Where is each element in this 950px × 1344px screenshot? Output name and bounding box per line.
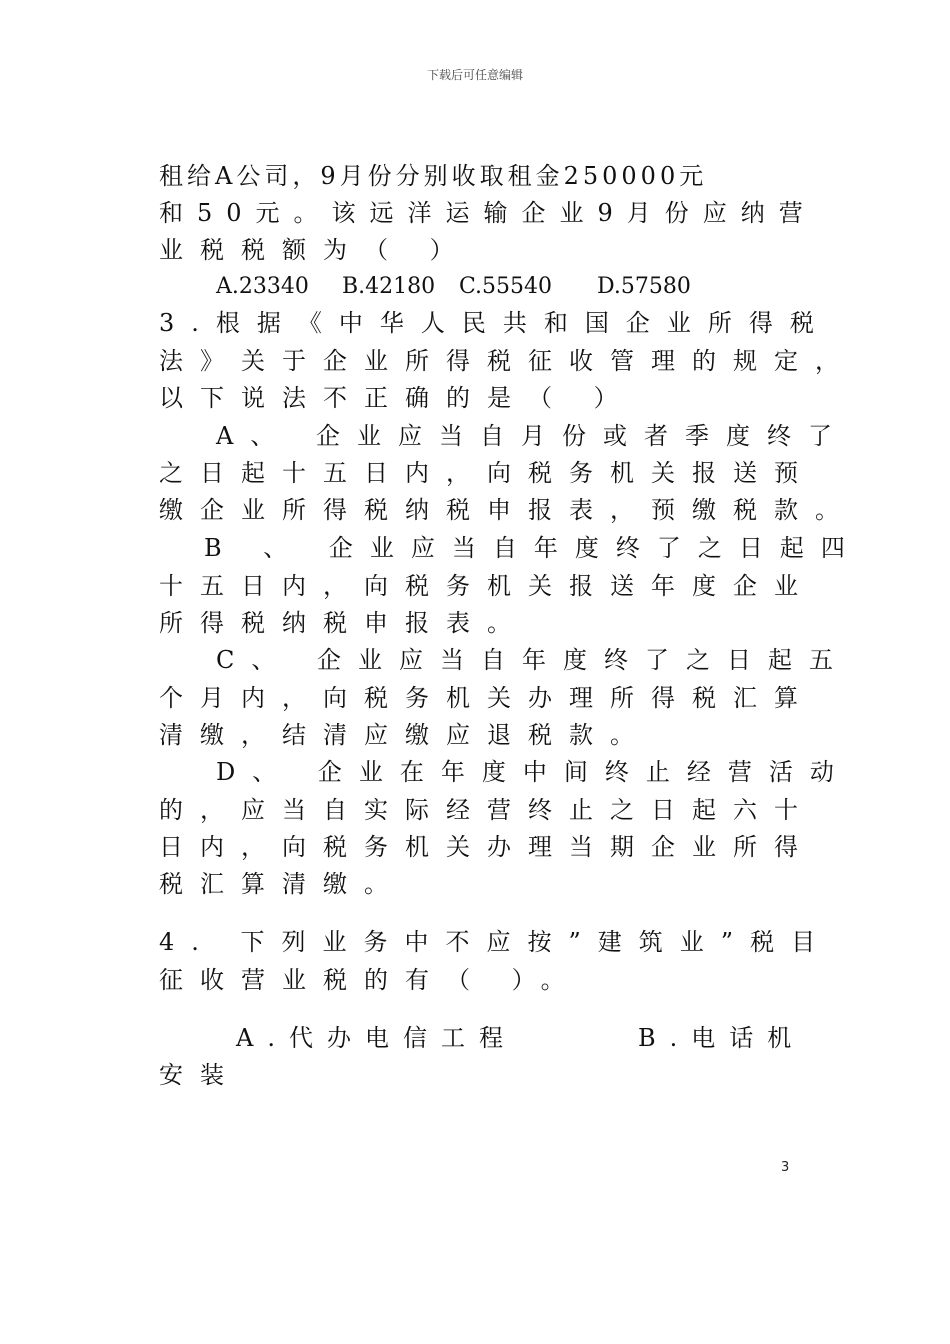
- q2-line-3: 业税税额为（ ）: [159, 236, 471, 264]
- q3-option-d-line-4: 税汇算清缴。: [159, 870, 405, 898]
- q3-line-1: 3.根据《中华人民共和国企业所得税: [159, 309, 831, 337]
- q3-option-d-line-2: 的，应当自实际经营终止之日起六十: [159, 796, 815, 824]
- q4-option-a: A.代办电信工程: [236, 1024, 517, 1052]
- q2-line-1: 租给A公司，9月份分别收取租金250000元: [159, 162, 708, 190]
- q3-option-a-line-2: 之日起十五日内，向税务机关报送预: [159, 459, 815, 487]
- q3-option-c-line-1: C、 企业应当自年度终了之日起五: [216, 646, 850, 674]
- q2-option-d: D.57580: [597, 274, 691, 299]
- q3-line-3: 以下说法不正确的是（ ）: [159, 384, 635, 412]
- q2-option-a: A.23340: [216, 274, 309, 299]
- q3-option-b-line-2: 十五日内，向税务机关报送年度企业: [159, 572, 815, 600]
- q4-option-b: B.电话机: [638, 1024, 806, 1052]
- q3-option-c-line-3: 清缴，结清应缴应退税款。: [159, 721, 651, 749]
- q4-line-2: 征收营业税的有（ ）。: [159, 966, 582, 994]
- q3-line-2: 法》关于企业所得税征收管理的规定，: [159, 347, 856, 375]
- q3-option-a-line-1: A、 企业应当自月份或者季度终了: [216, 422, 849, 450]
- q3-option-b-line-3: 所得税纳税申报表。: [159, 609, 528, 637]
- q2-line-2: 和50元。该远洋运输企业9月份应纳营: [159, 199, 817, 227]
- q3-option-a-line-3: 缴企业所得税纳税申报表，预缴税款。: [159, 496, 856, 524]
- q3-option-d-line-1: D、 企业在年度中间终止经营活动: [216, 758, 851, 786]
- q3-option-d-line-3: 日内，向税务机关办理当期企业所得: [159, 833, 815, 861]
- q2-option-b: B.42180: [342, 274, 436, 299]
- page-number: 3: [781, 1160, 790, 1175]
- q4-line-1: 4. 下列业务中不应按”建筑业”税目: [159, 928, 833, 956]
- q4-option-b-cont: 安装: [159, 1061, 241, 1089]
- q3-option-b-line-1: B 、 企业应当自年度终了之日起四: [204, 534, 862, 562]
- q3-option-c-line-2: 个月内，向税务机关办理所得税汇算: [159, 684, 815, 712]
- page-header: 下载后可任意编辑: [426, 68, 523, 82]
- q2-option-c: C.55540: [459, 274, 553, 299]
